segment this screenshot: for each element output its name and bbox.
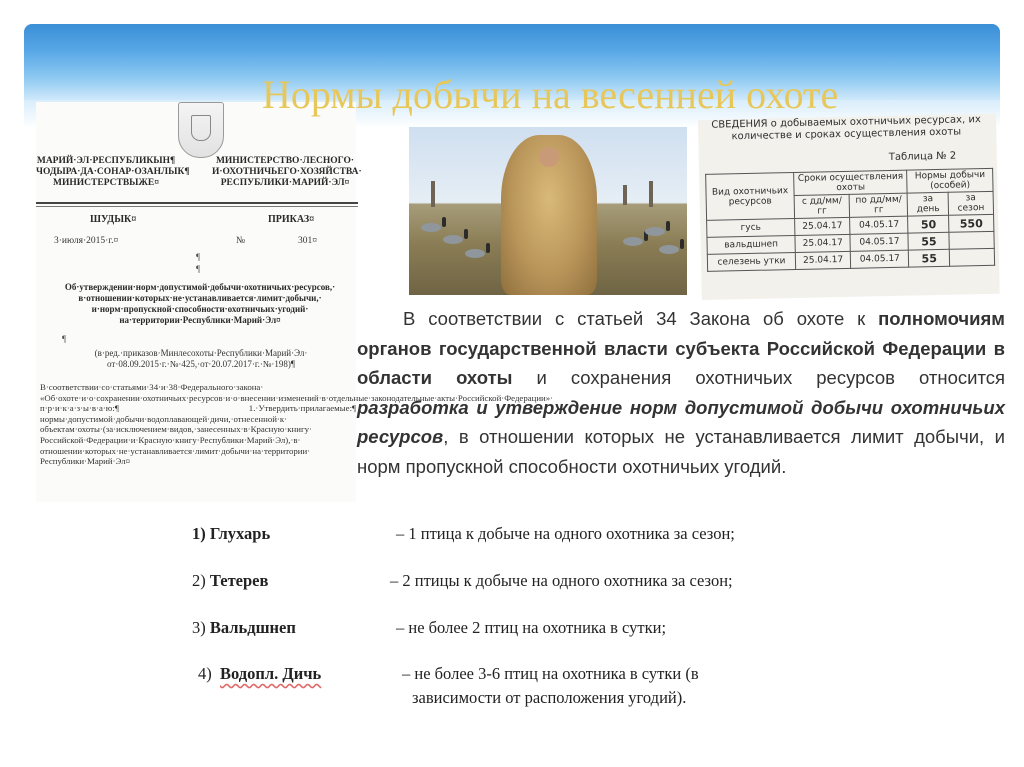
quota-table-heading: СВЕДЕНИЯ о добываемых охотничьих ресурсах, их количестве и сроках осуществления охоты	[711, 114, 981, 143]
quota-table	[705, 168, 995, 272]
quota-cell-per-season	[949, 248, 994, 266]
hunter-face	[539, 147, 559, 167]
tree-icon	[623, 185, 627, 205]
decree-edition: (в·ред.·приказов·Минлесохоты·Республики·Марий·Эл· от·08.09.2015·г.·№·425,·от·20.07.2017·г.·№·198)¶	[94, 348, 308, 369]
decree-divider	[36, 202, 358, 204]
quota-cell-species: селезень утки	[707, 252, 795, 271]
coat-of-arms-icon	[178, 102, 224, 158]
goose-decoy-icon	[443, 235, 463, 244]
goose-decoy-icon	[623, 237, 643, 246]
quota-cell-species: гусь	[707, 218, 795, 237]
limit-text: – не более 3-6 птиц на охотника в сутки (в	[402, 664, 699, 683]
quota-col-to: по дд/мм/гг	[849, 193, 908, 217]
limit-text: – 1 птица к добыче на одного охотника за сезон;	[396, 524, 735, 543]
limit-species: Вальдшнеп	[209, 618, 296, 637]
quota-cell-per-day: 55	[909, 249, 950, 267]
quota-col-per-season: за сезон	[948, 191, 993, 215]
quota-col-dates: Сроки осуществления охоты	[794, 170, 908, 195]
quota-cell-per-day: 55	[908, 232, 949, 250]
quota-cell-per-day: 50	[908, 215, 949, 233]
list-item	[192, 618, 296, 638]
hunter-photo	[409, 127, 687, 295]
decree-body: В·соответствии·со·статьями·34·и·38·Федерального·закона· «Об·охоте·и·о·сохранении·охотничьих·ресурсов·и·о·внесении·изменений·в·отдельные·законодательные·акты·Российской·Федерации»· п·р·и·к·а·з·ы·в·а·ю:¶ 1.·Утвердить·прилагаемые:¶ нормы·допустимой·добычи·водоплавающей·дичи,·отнесенной·к· объектам·охоты·(за·исключением·видов,·занесенных·в·Красную·книгу· Российской·Федерации·и·Красную·книгу·Республики·Марий·Эл),·в· отношении·которых·не·устанавливается·лимит·добычи·на·территории· Республики·Марий·Эл¤	[40, 382, 554, 467]
decree-right-doc: ПРИКАЗ¤	[268, 214, 315, 225]
quota-table-photo	[698, 114, 1000, 300]
quota-cell-from: 25.04.17	[795, 217, 851, 235]
list-item	[192, 524, 270, 544]
decree-left-doc: ШУДЫК¤	[90, 214, 137, 225]
quota-col-species: Вид охотничьих ресурсов	[706, 173, 795, 221]
quota-cell-to: 04.05.17	[851, 250, 910, 268]
tree-icon	[431, 181, 435, 207]
tree-icon	[649, 181, 653, 207]
limit-species: Водопл. Дичь	[220, 664, 322, 683]
goose-decoy-icon	[659, 245, 679, 254]
decree-mark: ¶	[62, 334, 67, 344]
goose-decoy-icon	[465, 249, 485, 258]
paragraph-text: В соответствии с статьей 34 Закона об охоте к	[403, 308, 879, 329]
decree-title: Об·утверждении·норм·допустимой·добычи·охотничьих·ресурсов,· в·отношении·которых·не·устанавливается·лимит·добычи,· и·норм·пропускной·способности·охотничьих·угодий· на·территории·Республики·Марий·Эл¤	[64, 282, 336, 325]
quota-cell-to: 04.05.17	[850, 233, 909, 251]
decree-mark: ¶	[196, 264, 201, 274]
limit-species: Глухарь	[209, 524, 271, 543]
decree-scan	[36, 102, 554, 502]
goose-decoy-icon	[421, 223, 441, 232]
quota-cell-per-season	[949, 231, 994, 249]
decree-number-label: №	[236, 236, 246, 246]
decree-divider-thin	[36, 206, 358, 207]
list-item	[192, 571, 268, 591]
decree-right-header: МИНИСТЕРСТВО·ЛЕСНОГО· И·ОХОТНИЧЬЕГО·ХОЗЯЙСТВА· РЕСПУБЛИКИ·МАРИЙ·ЭЛ¤	[212, 156, 362, 188]
limit-text: – 2 птицы к добыче на одного охотника за сезон;	[390, 571, 733, 590]
quota-col-from: с дд/мм/гг	[794, 194, 850, 218]
limit-number: 3)	[192, 618, 206, 637]
quota-cell-species: вальдшнеп	[707, 235, 795, 254]
goose-decoy-icon	[645, 227, 665, 236]
limit-number: 4)	[198, 664, 212, 683]
limit-number: 2)	[192, 571, 206, 590]
paragraph-bold-italic: разработка и утверждение норм допустимой добычи охотничьих ресурсов	[357, 396, 1005, 447]
paragraph-bold: полномочиям органов государственной власти субъекта Российской Федерации в области охоты	[357, 308, 1005, 388]
decree-number: 301¤	[298, 236, 317, 246]
limit-species: Тетерев	[209, 571, 269, 590]
law-paragraph	[357, 304, 1005, 481]
decree-mark: ¶	[196, 252, 201, 262]
slide-title: Нормы добычи на весенней охоте	[262, 72, 839, 117]
quota-cell-from: 25.04.17	[795, 234, 851, 252]
decree-left-header: МАРИЙ·ЭЛ·РЕСПУБЛИКЫН¶ ЧОДЫРА·ДА·СОНАР·ОЗАНЛЫК¶ МИНИСТЕРСТВЫЖЕ¤	[36, 156, 190, 188]
quota-cell-to: 04.05.17	[850, 216, 909, 234]
quota-col-norms: Нормы добычи (особей)	[907, 168, 993, 193]
quota-cell-from: 25.04.17	[795, 251, 851, 269]
limit-number: 1)	[192, 524, 206, 543]
quota-table-label: Таблица № 2	[888, 150, 957, 164]
limit-text-continued: зависимости от расположения угодий).	[412, 688, 687, 707]
quota-cell-per-season: 550	[949, 214, 994, 232]
decree-date: 3·июля·2015·г.¤	[54, 236, 119, 246]
limit-text: – не более 2 птиц на охотника в сутки;	[396, 618, 667, 637]
paragraph-text: и сохранения охотничьих ресурсов относится	[512, 367, 1005, 388]
list-item	[198, 664, 321, 684]
paragraph-text: , в отношении которых не устанавливается лимит добычи, и норм пропускной способности охотничьих угодий.	[357, 426, 1005, 477]
quota-col-per-day: за день	[908, 192, 949, 216]
